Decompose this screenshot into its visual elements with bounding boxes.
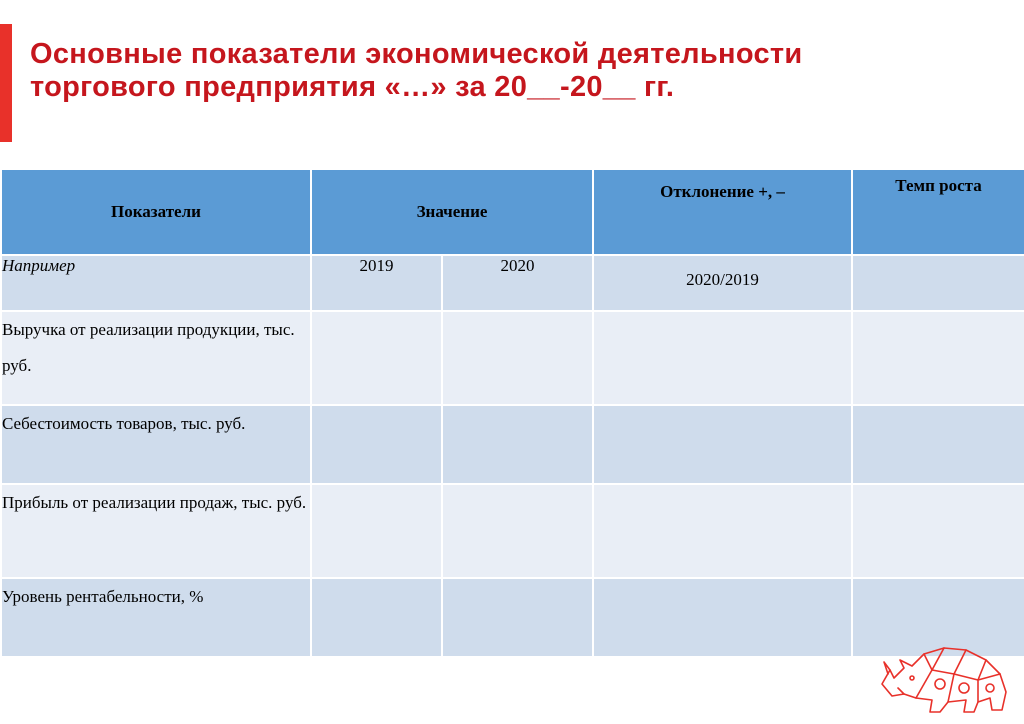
table-row xyxy=(1,578,1024,657)
table-row xyxy=(1,484,1024,578)
growth-rate-cell xyxy=(852,311,1024,405)
deviation-cell xyxy=(593,484,852,578)
row-label: Себестоимость товаров, тыс. руб. xyxy=(1,405,311,484)
value-cell xyxy=(442,405,593,484)
header-value: Значение xyxy=(311,169,593,255)
table-row xyxy=(1,311,1024,405)
table-row xyxy=(1,405,1024,484)
value-cell xyxy=(442,484,593,578)
year-2020-cell: 2020 xyxy=(442,255,593,311)
slide-title-line-1: Основные показатели экономической деятельности xyxy=(30,38,803,70)
row-label: Уровень рентабельности, % xyxy=(1,578,311,657)
value-cell xyxy=(442,311,593,405)
example-label: Например xyxy=(1,255,311,311)
growth-rate-cell xyxy=(852,255,1024,311)
year-2019-cell: 2019 xyxy=(311,255,442,311)
row-label: Выручка от реализации продукции, тыс. руб. xyxy=(1,311,311,405)
value-cell xyxy=(442,578,593,657)
value-cell xyxy=(311,311,442,405)
slide-title xyxy=(30,38,990,104)
value-cell xyxy=(311,578,442,657)
header-indicators: Показатели xyxy=(1,169,311,255)
value-cell xyxy=(311,484,442,578)
header-deviation: Отклонение +, – xyxy=(593,169,852,255)
deviation-cell xyxy=(593,578,852,657)
example-row xyxy=(1,255,1024,311)
slide-title-line-2: торгового предприятия «…» за 20__-20__ гг. xyxy=(30,71,675,103)
header-growth-rate: Темп роста xyxy=(852,169,1024,255)
deviation-cell xyxy=(593,311,852,405)
rhino-logo-icon xyxy=(874,640,1014,718)
growth-rate-cell xyxy=(852,484,1024,578)
growth-rate-cell xyxy=(852,405,1024,484)
value-cell xyxy=(311,405,442,484)
table-header-row xyxy=(1,169,1024,255)
row-label: Прибыль от реализации продаж, тыс. руб. xyxy=(1,484,311,578)
indicators-table xyxy=(0,168,1024,658)
accent-bar xyxy=(0,24,12,142)
deviation-years-cell: 2020/2019 xyxy=(593,255,852,311)
deviation-cell xyxy=(593,405,852,484)
